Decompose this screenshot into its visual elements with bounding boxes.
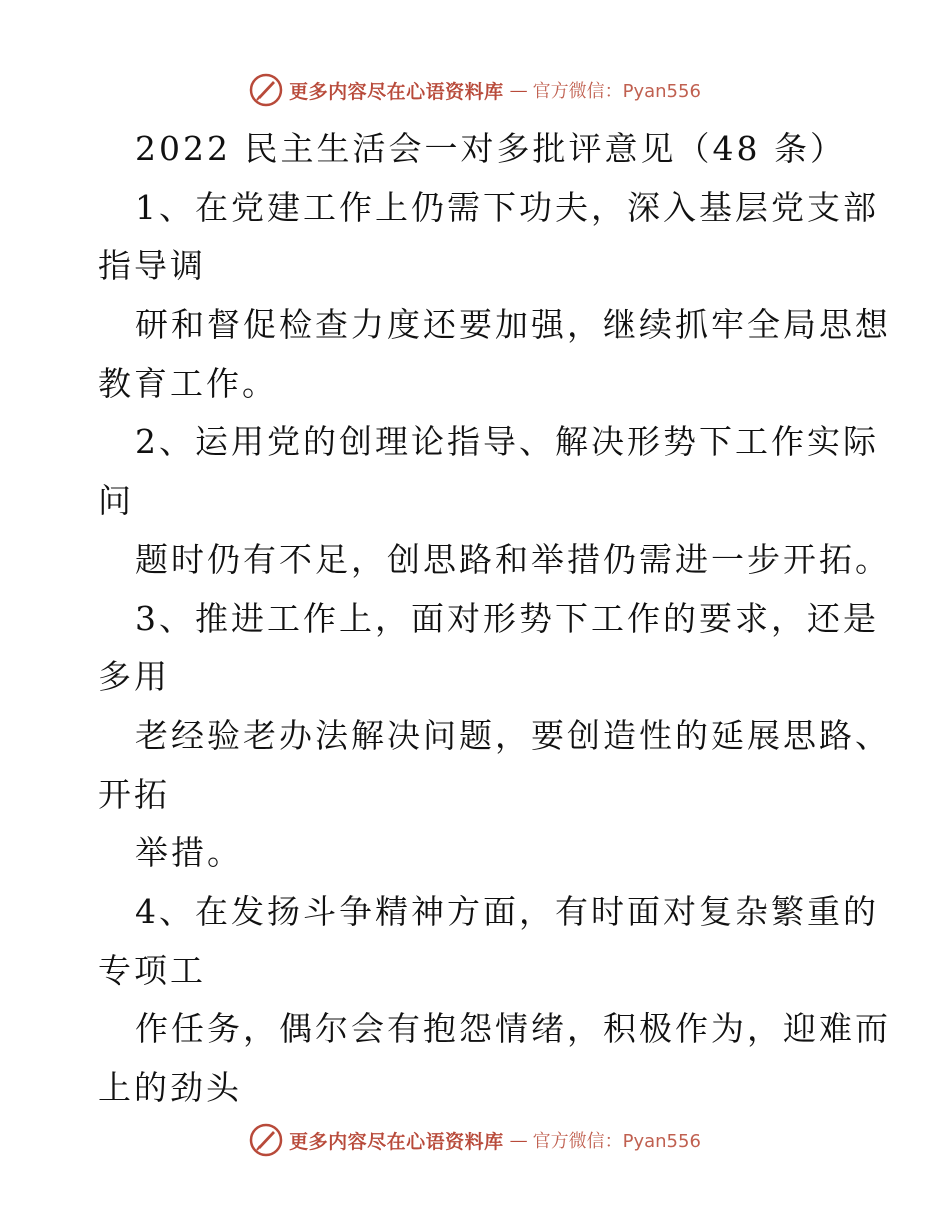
watermark-text: 更多内容尽在心语资料库: [289, 1130, 504, 1153]
watermark-contact: 官方微信：Pyan556: [532, 81, 701, 102]
document-body: [98, 120, 898, 1118]
paragraph-line: 问: [98, 481, 134, 521]
watermark-separator: —: [509, 1129, 527, 1151]
paragraph-line: 多用: [98, 657, 170, 697]
paragraph-line: 教育工作。: [98, 363, 278, 403]
paragraph-line: 1、在党建工作上仍需下功夫，深入基层党支部: [135, 187, 879, 227]
watermark-contact: 官方微信：Pyan556: [532, 1131, 701, 1152]
paragraph-line: 指导调: [98, 246, 206, 286]
quill-logo-icon: [249, 1123, 283, 1157]
paragraph-line: 老经验老办法解决问题，要创造性的延展思路、: [135, 715, 891, 755]
paragraph-line: 专项工: [98, 950, 206, 990]
footer-watermark: [0, 1120, 950, 1160]
watermark-separator: —: [509, 79, 527, 101]
watermark-text: 更多内容尽在心语资料库: [289, 80, 504, 103]
document-title: 2022 民主生活会一对多批评意见（48 条）: [135, 129, 846, 168]
paragraph-line: 上的劲头: [98, 1068, 242, 1107]
paragraph-line: 研和督促检查力度还要加强，继续抓牢全局思想: [135, 305, 891, 345]
paragraph-line: 举措。: [135, 833, 243, 873]
paragraph-line: 作任务，偶尔会有抱怨情绪，积极作为，迎难而: [135, 1009, 891, 1049]
header-watermark: [0, 70, 950, 110]
paragraph-line: 4、在发扬斗争精神方面，有时面对复杂繁重的: [135, 891, 879, 931]
paragraph-line: 2、运用党的创理论指导、解决形势下工作实际: [135, 422, 879, 462]
paragraph-line: 题时仍有不足，创思路和举措仍需进一步开拓。: [135, 539, 891, 579]
paragraph-line: 3、推进工作上，面对形势下工作的要求，还是: [135, 598, 879, 638]
quill-logo-icon: [249, 73, 283, 107]
paragraph-line: 开拓: [98, 774, 170, 814]
